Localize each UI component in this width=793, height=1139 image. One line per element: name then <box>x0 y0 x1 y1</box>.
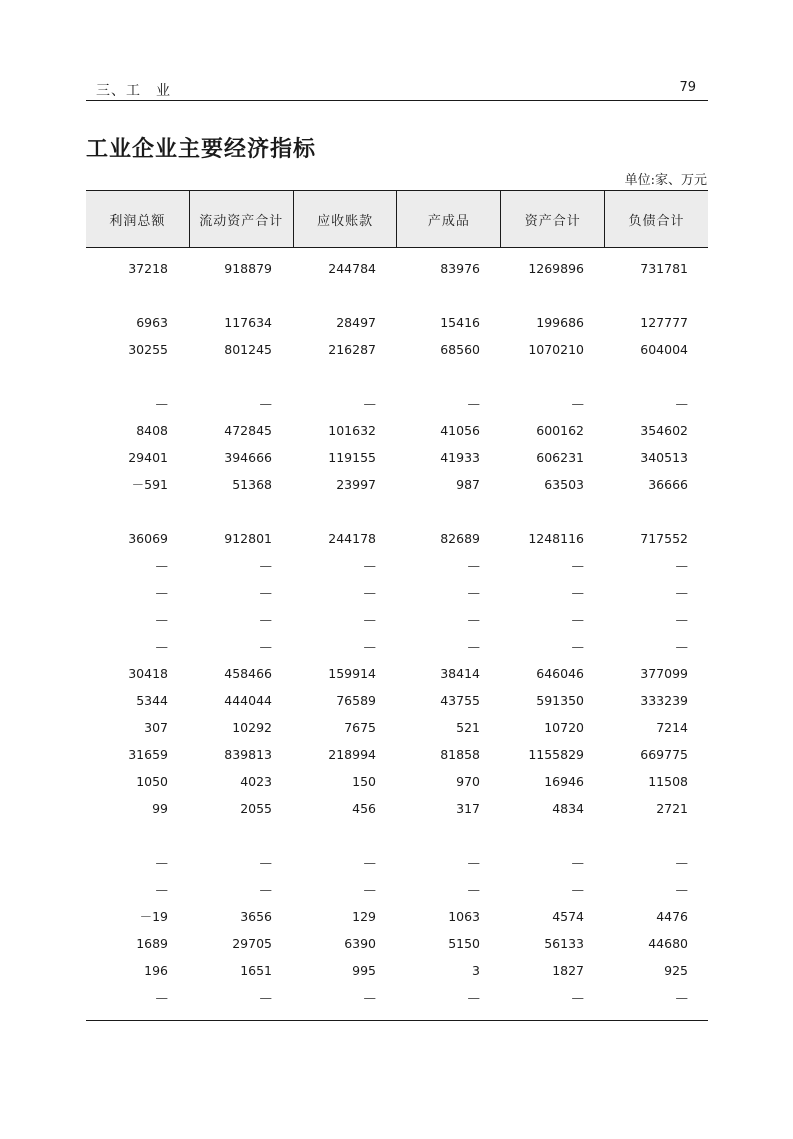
table-cell: — <box>363 558 376 573</box>
table-cell: 2055 <box>240 801 272 816</box>
table-cell: — <box>155 882 168 897</box>
table-cell: — <box>675 585 688 600</box>
table-cell: 1050 <box>136 774 168 789</box>
table-cell: 839813 <box>224 747 272 762</box>
table-cell: 669775 <box>640 747 688 762</box>
table-cell: — <box>571 882 584 897</box>
table-cell: — <box>467 990 480 1005</box>
table-cell: — <box>363 396 376 411</box>
table-cell: 801245 <box>224 342 272 357</box>
table-cell: — <box>259 612 272 627</box>
table-row <box>86 314 708 332</box>
table-row <box>86 557 708 575</box>
table-cell: — <box>467 612 480 627</box>
table-row <box>86 800 708 818</box>
table-row <box>86 989 708 1007</box>
table-cell: — <box>675 855 688 870</box>
table-cell: — <box>467 882 480 897</box>
table-cell: 117634 <box>224 315 272 330</box>
column-header-profit: 利润总额 <box>109 213 166 229</box>
table-cell: 731781 <box>640 261 688 276</box>
table-cell: 717552 <box>640 531 688 546</box>
table-cell: 606231 <box>536 450 584 465</box>
table-cell: — <box>363 612 376 627</box>
table-cell: — <box>675 396 688 411</box>
table-cell: 1269896 <box>528 261 584 276</box>
table-row <box>86 638 708 656</box>
table-cell: — <box>467 639 480 654</box>
table-cell: — <box>363 990 376 1005</box>
table-cell: — <box>259 639 272 654</box>
table-cell: 354602 <box>640 423 688 438</box>
table-cell: 36069 <box>128 531 168 546</box>
column-header-total-assets: 资产合计 <box>500 191 604 247</box>
table-cell: 472845 <box>224 423 272 438</box>
table-cell: — <box>675 882 688 897</box>
table-row <box>86 422 708 440</box>
table-cell: — <box>155 585 168 600</box>
table-cell: 458466 <box>224 666 272 681</box>
table-row <box>86 341 708 359</box>
table-cell: 81858 <box>440 747 480 762</box>
table-cell: 1827 <box>552 963 584 978</box>
table-cell: — <box>571 396 584 411</box>
table-cell: — <box>259 855 272 870</box>
table-cell: — <box>363 585 376 600</box>
table-cell: — <box>155 639 168 654</box>
table-cell: — <box>155 990 168 1005</box>
table-cell: 31659 <box>128 747 168 762</box>
column-header-receivables: 应收账款 <box>293 191 397 247</box>
section-label: 三、工 业 <box>96 83 171 99</box>
table-cell: 333239 <box>640 693 688 708</box>
table-cell: — <box>259 882 272 897</box>
table-cell: 83976 <box>440 261 480 276</box>
table-cell: — <box>363 639 376 654</box>
table-row <box>86 908 708 926</box>
table-cell: 444044 <box>224 693 272 708</box>
table-cell: 6963 <box>136 315 168 330</box>
table-cell: — <box>155 855 168 870</box>
table-cell: 1689 <box>136 936 168 951</box>
table-cell: 129 <box>352 909 376 924</box>
table-cell: 456 <box>352 801 376 816</box>
table-cell: 600162 <box>536 423 584 438</box>
table-cell: 591350 <box>536 693 584 708</box>
table-cell: — <box>155 396 168 411</box>
table-cell: 216287 <box>328 342 376 357</box>
table-row <box>86 665 708 683</box>
table-row <box>86 260 708 278</box>
table-cell: 244784 <box>328 261 376 276</box>
table-cell: — <box>571 855 584 870</box>
footer-rule <box>86 1020 708 1021</box>
table-cell: — <box>571 639 584 654</box>
table-cell: — <box>571 612 584 627</box>
table-cell: — <box>363 855 376 870</box>
table-cell: 3 <box>472 963 480 978</box>
table-cell: 37218 <box>128 261 168 276</box>
table-cell: 925 <box>664 963 688 978</box>
table-cell: 912801 <box>224 531 272 546</box>
table-cell: 44680 <box>648 936 688 951</box>
table-cell: 150 <box>352 774 376 789</box>
table-cell: 63503 <box>544 477 584 492</box>
table-header <box>86 190 708 248</box>
table-row <box>86 476 708 494</box>
table-cell: — <box>467 558 480 573</box>
table-cell: 43755 <box>440 693 480 708</box>
column-header-total-liabilities: 负债合计 <box>604 191 708 247</box>
table-row <box>86 935 708 953</box>
table-cell: 218994 <box>328 747 376 762</box>
table-cell: 30255 <box>128 342 168 357</box>
table-cell: 1248116 <box>528 531 584 546</box>
table-cell: －19 <box>139 909 168 924</box>
table-cell: 29705 <box>232 936 272 951</box>
table-cell: 4476 <box>656 909 688 924</box>
table-cell: — <box>467 855 480 870</box>
table-cell: 68560 <box>440 342 480 357</box>
table-cell: 11508 <box>648 774 688 789</box>
table-cell: — <box>571 558 584 573</box>
table-cell: 196 <box>144 963 168 978</box>
table-row <box>86 746 708 764</box>
table-cell: 10292 <box>232 720 272 735</box>
table-cell: 377099 <box>640 666 688 681</box>
table-cell: 28497 <box>336 315 376 330</box>
table-cell: — <box>675 639 688 654</box>
table-cell: 244178 <box>328 531 376 546</box>
table-cell: 159914 <box>328 666 376 681</box>
table-cell: 51368 <box>232 477 272 492</box>
table-cell: 127777 <box>640 315 688 330</box>
table-cell: — <box>155 612 168 627</box>
table-row <box>86 530 708 548</box>
table-row <box>86 773 708 791</box>
table-cell: 2721 <box>656 801 688 816</box>
header-rule <box>86 100 708 101</box>
table-cell: 30418 <box>128 666 168 681</box>
table-cell: －591 <box>131 477 168 492</box>
table-row <box>86 854 708 872</box>
table-cell: 23997 <box>336 477 376 492</box>
table-cell: 76589 <box>336 693 376 708</box>
table-cell: 29401 <box>128 450 168 465</box>
table-cell: 394666 <box>224 450 272 465</box>
table-cell: — <box>675 612 688 627</box>
table-cell: — <box>259 585 272 600</box>
table-cell: 41933 <box>440 450 480 465</box>
table-cell: 918879 <box>224 261 272 276</box>
table-cell: 987 <box>456 477 480 492</box>
table-cell: 340513 <box>640 450 688 465</box>
table-cell: 15416 <box>440 315 480 330</box>
page-title: 工业企业主要经济指标 <box>86 136 317 162</box>
table-cell: — <box>675 558 688 573</box>
table-cell: 307 <box>144 720 168 735</box>
table-cell: 6390 <box>344 936 376 951</box>
table-cell: — <box>571 990 584 1005</box>
table-row <box>86 881 708 899</box>
table-cell: 7214 <box>656 720 688 735</box>
table-row <box>86 395 708 413</box>
table-cell: 7675 <box>344 720 376 735</box>
table-cell: 1651 <box>240 963 272 978</box>
column-header-current-assets: 流动资产合计 <box>189 191 293 247</box>
table-cell: 604004 <box>640 342 688 357</box>
table-cell: 16946 <box>544 774 584 789</box>
table-cell: — <box>155 558 168 573</box>
page-number: 79 <box>679 80 696 95</box>
table-cell: 1070210 <box>528 342 584 357</box>
table-cell: 5344 <box>136 693 168 708</box>
table-cell: 4023 <box>240 774 272 789</box>
table-row <box>86 962 708 980</box>
table-cell: 101632 <box>328 423 376 438</box>
table-cell: 199686 <box>536 315 584 330</box>
unit-label: 单位:家、万元 <box>624 173 707 188</box>
table-cell: — <box>467 585 480 600</box>
table-cell: — <box>467 396 480 411</box>
table-cell: 3656 <box>240 909 272 924</box>
running-head <box>86 78 708 98</box>
table-cell: 646046 <box>536 666 584 681</box>
table-row <box>86 719 708 737</box>
table-cell: 38414 <box>440 666 480 681</box>
table-cell: 119155 <box>328 450 376 465</box>
table-cell: 4834 <box>552 801 584 816</box>
table-cell: — <box>259 396 272 411</box>
table-cell: — <box>571 585 584 600</box>
table-cell: 36666 <box>648 477 688 492</box>
table-cell: 5150 <box>448 936 480 951</box>
table-cell: 41056 <box>440 423 480 438</box>
table-cell: 970 <box>456 774 480 789</box>
table-cell: — <box>259 558 272 573</box>
column-header-finished-goods: 产成品 <box>396 191 500 247</box>
table-cell: 99 <box>152 801 168 816</box>
table-row <box>86 611 708 629</box>
table-cell: 10720 <box>544 720 584 735</box>
table-cell: 1063 <box>448 909 480 924</box>
table-row <box>86 584 708 602</box>
table-cell: 1155829 <box>528 747 584 762</box>
table-cell: 4574 <box>552 909 584 924</box>
table-cell: 521 <box>456 720 480 735</box>
table-cell: — <box>259 990 272 1005</box>
table-cell: 995 <box>352 963 376 978</box>
table-cell: — <box>363 882 376 897</box>
table-row <box>86 692 708 710</box>
table-cell: — <box>675 990 688 1005</box>
table-cell: 82689 <box>440 531 480 546</box>
table-cell: 317 <box>456 801 480 816</box>
table-cell: 56133 <box>544 936 584 951</box>
table-cell: 8408 <box>136 423 168 438</box>
table-row <box>86 449 708 467</box>
